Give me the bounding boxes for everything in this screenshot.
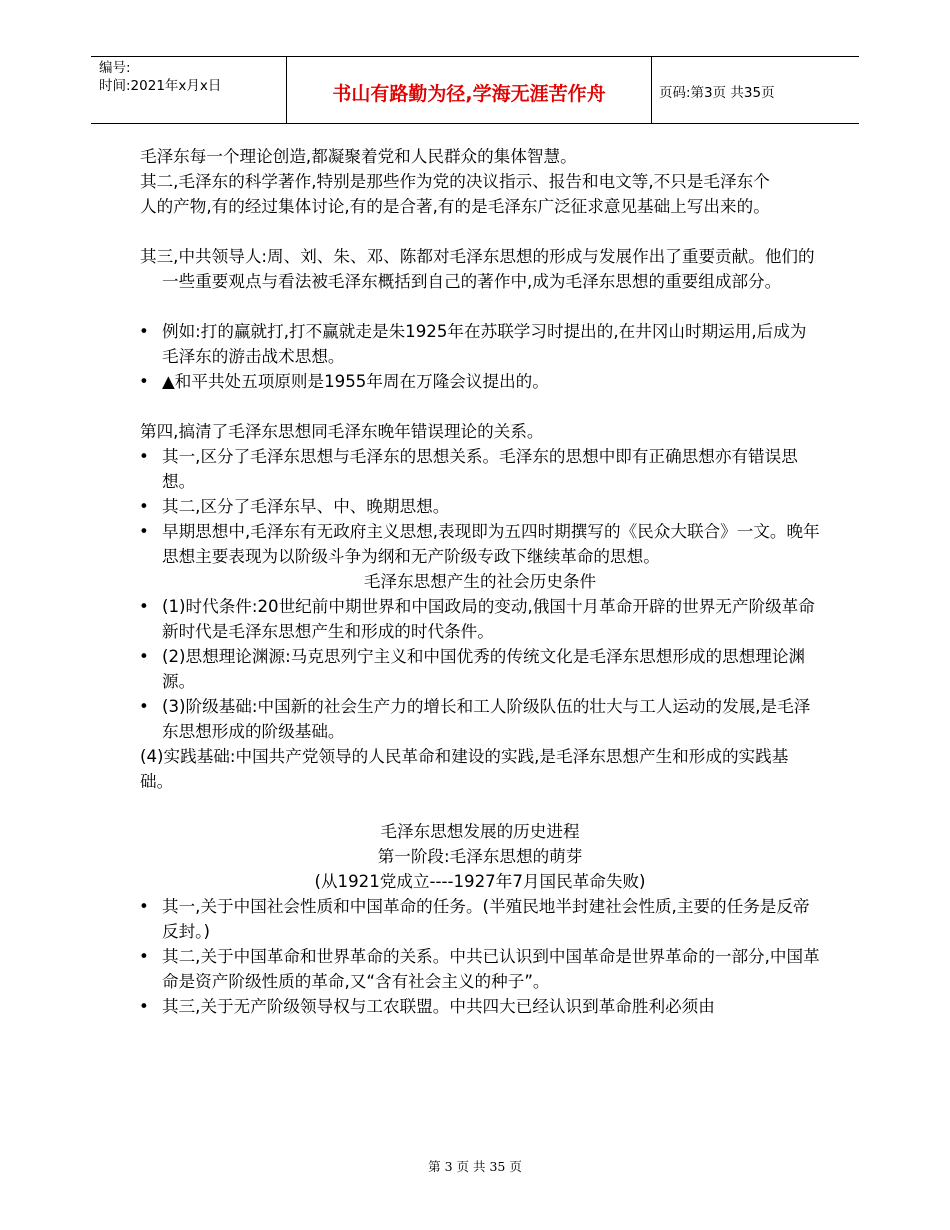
bullet-item: • ▲和平共处五项原则是1955年周在万隆会议提出的。 bbox=[140, 369, 820, 394]
section-subheading: 第一阶段:毛泽东思想的萌芽 bbox=[377, 847, 583, 866]
paragraph: 第四,搞清了毛泽东思想同毛泽东晚年错误理论的关系。 bbox=[140, 422, 544, 441]
document-body bbox=[140, 144, 820, 1019]
paragraph: 其二,毛泽东的科学著作,特别是那些作为党的决议指示、报告和电文等,不只是毛泽东个 bbox=[140, 172, 770, 191]
section-heading: 毛泽东思想发展的历史进程 bbox=[380, 822, 580, 841]
paragraph: 毛泽东每一个理论创造,都凝聚着党和人民群众的集体智慧。 bbox=[140, 147, 577, 166]
paragraph: 人的产物,有的经过集体讨论,有的是合著,有的是毛泽东广泛征求意见基础上写出来的。 bbox=[140, 197, 770, 216]
bullet-item: • 例如:打的赢就打,打不赢就走是朱1925年在苏联学习时提出的,在井冈山时期运用,后成为毛泽东的游击战术思想。 bbox=[140, 319, 820, 369]
section-subheading: (从1921党成立----1927年7月国民革命失败) bbox=[314, 872, 646, 891]
header-page-info: 页码:第3页 共35页 bbox=[659, 85, 775, 101]
bullet-item: • 其二,关于中国革命和世界革命的关系。中共已认识到中国革命是世界革命的一部分,中国革命是资产阶级性质的革命,又“含有社会主义的种子”。 bbox=[140, 944, 820, 994]
bullet-item: • 其二,区分了毛泽东早、中、晚期思想。 bbox=[140, 494, 820, 519]
header-meta bbox=[99, 59, 221, 95]
header-divider bbox=[651, 57, 652, 123]
page-header bbox=[91, 56, 859, 124]
paragraph: (4)实践基础:中国共产党领导的人民革命和建设的实践,是毛泽东思想产生和形成的实践基础。 bbox=[140, 747, 789, 791]
page-footer: 第 3 页 共 35 页 bbox=[428, 1159, 522, 1174]
bullet-item: • (2)思想理论渊源:马克思列宁主义和中国优秀的传统文化是毛泽东思想形成的思想理论渊源。 bbox=[140, 644, 820, 694]
header-motto: 书山有路勤为径,学海无涯苦作舟 bbox=[332, 83, 606, 105]
bullet-item: • (3)阶级基础:中国新的社会生产力的增长和工人阶级队伍的壮大与工人运动的发展,是毛泽东思想形成的阶级基础。 bbox=[140, 694, 820, 744]
header-time-label: 时间:2021年x月x日 bbox=[99, 78, 222, 94]
bullet-item: • 其一,区分了毛泽东思想与毛泽东的思想关系。毛泽东的思想中即有正确思想亦有错误思想。 bbox=[140, 444, 820, 494]
bullet-item: • (1)时代条件:20世纪前中期世界和中国政局的变动,俄国十月革命开辟的世界无产阶级革命新时代是毛泽东思想产生和形成的时代条件。 bbox=[140, 594, 820, 644]
bullet-item: • 早期思想中,毛泽东有无政府主义思想,表现即为五四时期撰写的《民众大联合》一文。晚年思想主要表现为以阶级斗争为纲和无产阶级专政下继续革命的思想。 bbox=[140, 519, 820, 569]
bullet-item: • 其一,关于中国社会性质和中国革命的任务。(半殖民地半封建社会性质,主要的任务是反帝反封。) bbox=[140, 894, 820, 944]
paragraph: 其三,中共领导人:周、刘、朱、邓、陈都对毛泽东思想的形成与发展作出了重要贡献。他们的一些重要观点与看法被毛泽东概括到自己的著作中,成为毛泽东思想的重要组成部分。 bbox=[140, 247, 815, 291]
bullet-item: • 其三,关于无产阶级领导权与工农联盟。中共四大已经认识到革命胜利必须由 bbox=[140, 994, 820, 1019]
header-number-label: 编号: bbox=[99, 60, 131, 76]
section-heading: 毛泽东思想产生的社会历史条件 bbox=[363, 572, 597, 591]
